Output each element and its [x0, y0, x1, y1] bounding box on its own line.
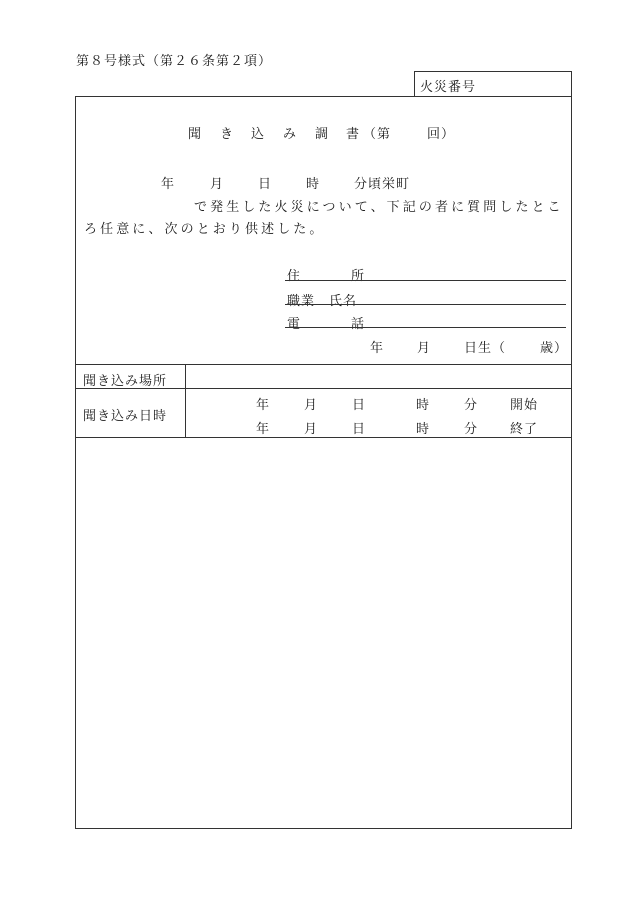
end-month: 月 — [304, 422, 319, 437]
title-char: み — [283, 127, 298, 142]
birth-month: 月 — [417, 341, 432, 356]
birth-year: 年 — [370, 341, 385, 356]
phone-label-char: 電 — [287, 317, 302, 332]
start-day: 日 — [352, 398, 367, 413]
fire-number-label: 火災番号 — [420, 80, 477, 95]
title-char: 聞 — [188, 127, 203, 142]
address-underline — [285, 280, 566, 281]
intro-year: 年 — [161, 177, 176, 192]
end-minute: 分 — [464, 422, 479, 437]
start-minute: 分 — [464, 398, 479, 413]
end-day: 日 — [352, 422, 367, 437]
table-column-divider — [185, 364, 186, 438]
intro-day: 日 — [258, 177, 273, 192]
end-year: 年 — [256, 422, 271, 437]
occupation-name-underline — [285, 304, 566, 305]
start-month: 月 — [304, 398, 319, 413]
title-char: 調 — [315, 127, 330, 142]
statement-area[interactable] — [76, 438, 571, 828]
start-status: 開始 — [510, 398, 539, 413]
intro-text-line-2: ろ任意に、次のとおり供述した。 — [84, 222, 326, 237]
form-number: 第８号様式（第２６条第２項） — [76, 54, 273, 69]
table-top-line — [75, 364, 572, 365]
title-char: き — [220, 127, 235, 142]
intro-hour: 時 — [306, 177, 321, 192]
address-label-char: 所 — [351, 269, 366, 284]
title-char: 込 — [251, 127, 266, 142]
intro-minute-place: 分頃栄町 — [354, 177, 411, 192]
address-label-char: 住 — [287, 269, 302, 284]
occupation-name-label: 職業 氏名 — [287, 294, 358, 309]
start-year: 年 — [256, 398, 271, 413]
title-char: 書 — [346, 127, 361, 142]
datetime-label: 聞き込み日時 — [83, 409, 168, 424]
end-status: 終了 — [510, 422, 539, 437]
birth-day: 日生（ — [464, 341, 507, 356]
phone-underline — [285, 327, 566, 328]
end-hour: 時 — [416, 422, 431, 437]
title-count-open: （第 — [363, 127, 392, 142]
intro-month: 月 — [210, 177, 225, 192]
intro-text-line-1: で発生した火災について、下記の者に質問したとこ — [194, 200, 564, 215]
birth-age: 歳） — [540, 341, 569, 356]
title-count-close: 回） — [427, 127, 456, 142]
start-hour: 時 — [416, 398, 431, 413]
phone-label-char: 話 — [351, 317, 366, 332]
place-label: 聞き込み場所 — [83, 374, 168, 389]
